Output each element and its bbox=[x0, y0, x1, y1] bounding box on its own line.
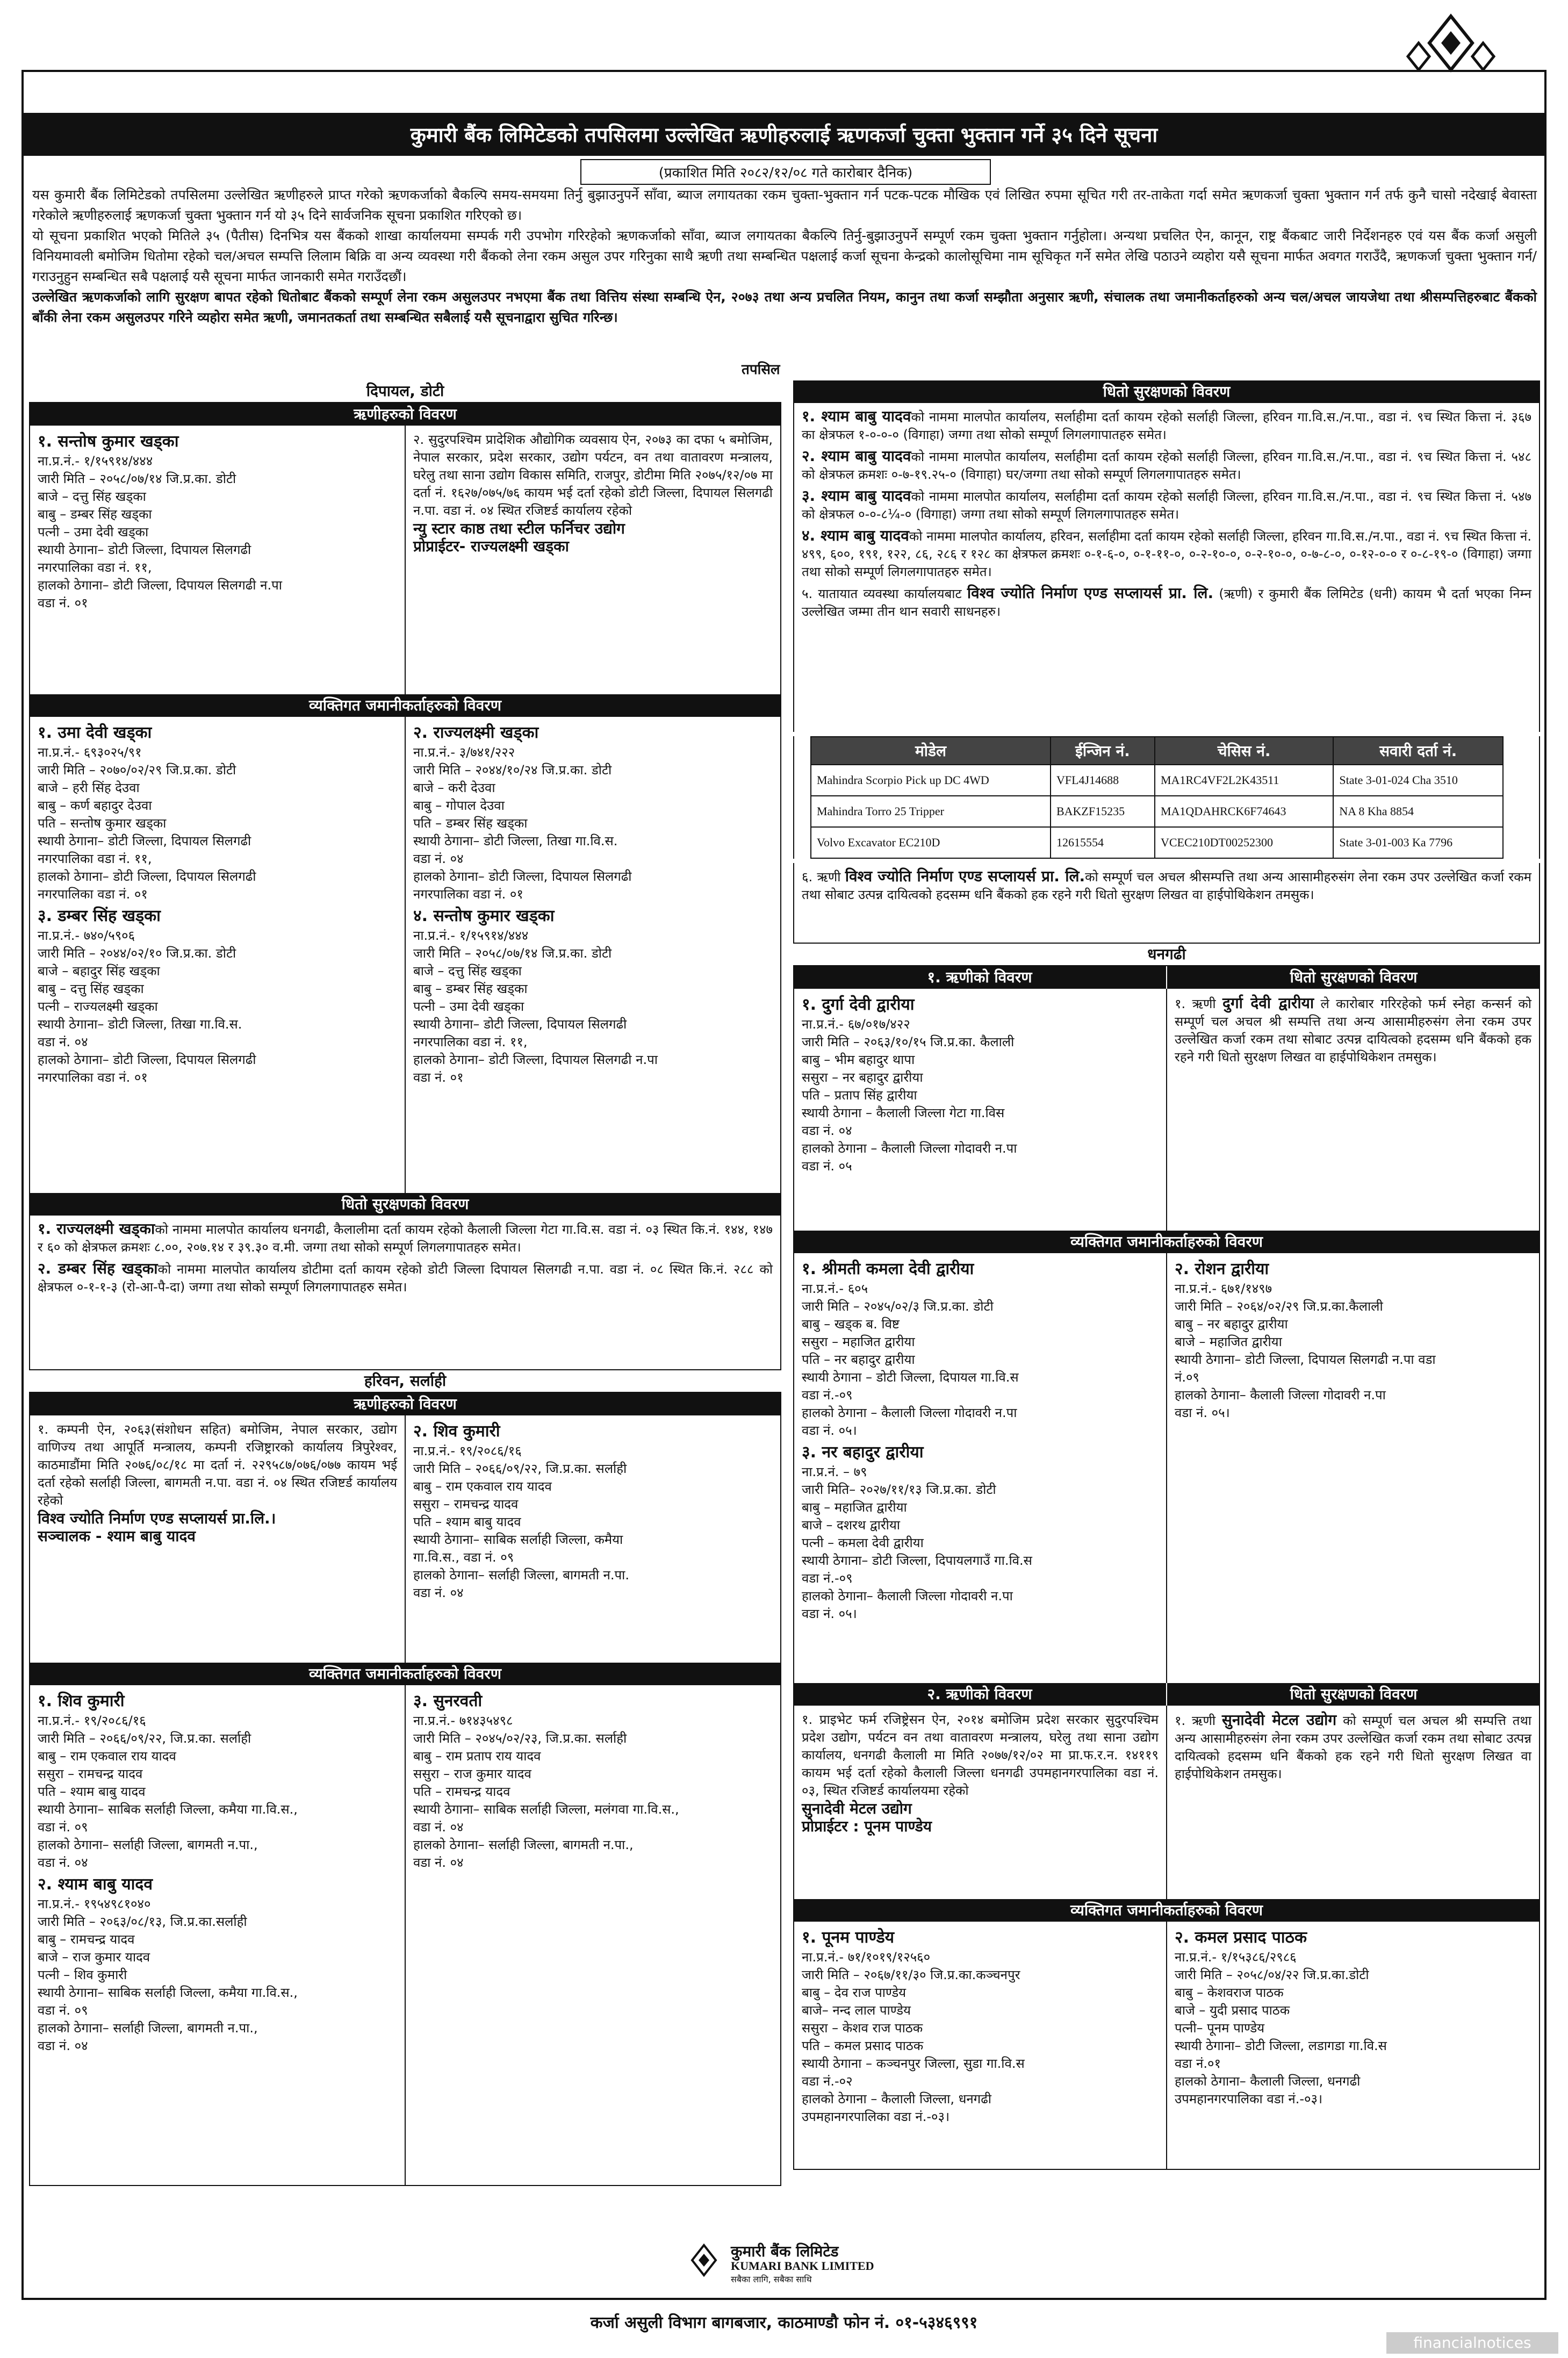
detail-line: जारी मिति – २०५८/०४/२२ जि.प्र.का.डोटी bbox=[1175, 1967, 1369, 1982]
detail-line: स्थायी ठेगाना– डोटी जिल्ला, दिपायलगाउँ गा.वि.स bbox=[802, 1553, 1032, 1568]
guarantor-name: २. कमल प्रसाद पाठक bbox=[1175, 1928, 1307, 1947]
detail-line: हालको ठेगाना– डोटी जिल्ला, दिपायल सिलगढी न.पा bbox=[38, 578, 282, 593]
harion-guarantors bbox=[29, 1685, 781, 2186]
collateral-owner: ३. श्याम बाबु यादव bbox=[802, 487, 911, 505]
detail-line: ना.प्र.नं.- १/१५३८६/२९८६ bbox=[1175, 1950, 1297, 1965]
collateral-card bbox=[1166, 989, 1539, 1231]
detail-line: जारी मिति – २०४४/०२/१० जि.प्र.का. डोटी bbox=[38, 946, 236, 961]
guarantor-name: १. शिव कुमारी bbox=[38, 1692, 125, 1710]
section-dhangadhi: धनगढी bbox=[793, 944, 1540, 966]
col-header: ईन्जिन नं. bbox=[1051, 737, 1155, 765]
dhangadhi-s1 bbox=[793, 989, 1540, 1231]
collateral-band: धितो सुरक्षणको विवरण bbox=[1166, 966, 1540, 989]
col-header: चेसिस नं. bbox=[1155, 737, 1333, 765]
guarantor-name: १. पूनम पाण्डेय bbox=[802, 1928, 895, 1947]
collateral-prefix: १. ऋणी bbox=[1175, 996, 1216, 1011]
dhangadhi-s1-bands bbox=[793, 966, 1540, 989]
detail-line: ना.प्र.नं.- ६०५ bbox=[802, 1281, 868, 1296]
detail-line: हालको ठेगाना– डोटी जिल्ला, दिपायल सिलगढी न.पा bbox=[413, 1052, 658, 1067]
detail-line: बाबु – राम प्रताप राय यादव bbox=[413, 1749, 541, 1764]
section-harion: हरिवन, सर्लाही bbox=[29, 1370, 781, 1393]
detail-line: बाजे – दत्तु सिंह खड्का bbox=[413, 964, 522, 979]
detail-line: स्थायी ठेगाना– साबिक सर्लाही जिल्ला, कमैया गा.वि.स., bbox=[38, 1985, 298, 2000]
detail-line: बाजे – महाजित द्वारीया bbox=[1175, 1334, 1282, 1349]
table-cell: NA 8 Kha 8854 bbox=[1333, 796, 1503, 827]
table-cell: State 3-01-003 Ka 7796 bbox=[1333, 827, 1503, 858]
detail-line: पत्नी – कमला देवी द्वारीया bbox=[802, 1535, 924, 1550]
detail-line: बाबु – कर्ण बहादुर देउवा bbox=[38, 798, 152, 813]
guarantor-column bbox=[405, 717, 780, 1193]
detail-line: बाजे – दत्तु सिंह खड्का bbox=[38, 489, 146, 504]
left-column bbox=[29, 380, 781, 2186]
detail-line: बाबु – रामचन्द्र यादव bbox=[38, 1932, 135, 1947]
detail-line: पति – रामचन्द्र यादव bbox=[413, 1784, 510, 1799]
detail-line: स्थायी ठेगाना– साबिक सर्लाही जिल्ला, कमैया bbox=[413, 1532, 623, 1547]
intro-paragraph-1: यस कुमारी बैंक लिमिटेडको तपसिलमा उल्लेखित ऋणीहरुले प्राप्त गरेको ऋणकर्जाको बैकल्पि समय-समयमा तिर्नु बुझाउनुपर्ने साँवा, ब्याज लगायतका रकम चुक्ता-भुक्तान गर्न पटक-पटक मौखिक एवं लिखित रुपमा सूचित गरी तर-ताकेता गर्दा समेत ऋणकर्जा चुक्ता भुक्तान गर्न तर्फ कुनै चासो नदेखाई बेवास्ता गरेकोले ऋणीहरुलाई ऋणकर्जा चुक्ता भुक्तान गर्न यो ३५ दिने सार्वजनिक सूचना प्रकाशित गरिएको छ। bbox=[32, 187, 1537, 223]
borrowers-band: ऋणीहरुको विवरण bbox=[29, 403, 781, 426]
guarantor-name: ३. डम्बर सिंह खड्का bbox=[38, 907, 161, 925]
detail-line: स्थायी ठेगाना– डोटी जिल्ला, तिखा गा.वि.स. bbox=[38, 1017, 242, 1032]
section-dipayal: दिपायल, डोटी bbox=[29, 380, 781, 403]
footer-logo bbox=[682, 2241, 897, 2284]
collateral-text: को नाममा मालपोत कार्यालय, सर्लाहीमा दर्ता कायम रहेको सर्लाही जिल्ला, हरिवन गा.वि.स./न.पा., वडा नं. ९च स्थित कित्ता नं. ५४८ को क्षेत्रफल क्रमशः ०-७-१९.२५-० (विगाहा) घर/जग्गा तथा सोको सम्पूर्ण लिगलगापातहरु समेत। bbox=[802, 449, 1531, 482]
table-cell: Volvo Excavator EC210D bbox=[811, 827, 1051, 858]
borrower-firm-card bbox=[794, 1706, 1166, 1899]
firm-proprietor: प्रोप्राईटर- राज्यलक्ष्मी खड्का bbox=[413, 537, 569, 555]
detail-line: स्थायी ठेगाना– साबिक सर्लाही जिल्ला, मलंगवा गा.वि.स., bbox=[413, 1802, 679, 1817]
collateral-text: को नाममा मालपोत कार्यालय धनगढी, कैलालीमा दर्ता कायम रहेको कैलाली जिल्ला गेटा गा.वि.स. वडा नं. ०३ स्थित कि.नं. १४४, १४७ र ६० को क्षेत्रफल क्रमशः ८.००, २०७.१४ र ३९.३० व.मी. जग्गा तथा सोको सम्पूर्ण लिगलगापातहरु समेत। bbox=[38, 1222, 773, 1255]
collateral-band: धितो सुरक्षणको विवरण bbox=[793, 380, 1540, 403]
borrower-firm-card bbox=[405, 426, 780, 694]
detail-line: ससुरा – महाजित द्वारीया bbox=[802, 1334, 915, 1349]
detail-line: नगरपालिका वडा नं. ११, bbox=[38, 560, 152, 575]
item6 bbox=[793, 863, 1540, 944]
detail-line: वडा नं. ०५। bbox=[1175, 1405, 1230, 1420]
detail-line: ना.प्र.नं. – ७९ bbox=[802, 1464, 867, 1479]
detail-line: बाजे – बहादुर सिंह खड्का bbox=[38, 964, 160, 979]
guarantor-column bbox=[30, 717, 405, 1193]
firm-description: २. सुदुरपश्चिम प्रादेशिक औद्योगिक व्यवसाय ऐन, २०७३ का दफा ५ बमोजिम, नेपाल सरकार, प्रदेश सरकार, उद्योग पर्यटन, वन तथा वातावरण मन्त्रालय, घरेलु तथा साना उद्योग विकास समिति, राजपुर, डोटीमा मिति २०७५/१२/०७ मा दर्ता नं. १६२७/०७५/७६ कायम भई दर्ता रहेको डोटी जिल्ला, दिपायल सिलगढी न.पा. वडा नं. ०४ स्थित रजिष्टर्ड कार्यालय रहेको bbox=[413, 432, 773, 518]
detail-line: जारी मिति – २०५८/०७/१४ जि.प्र.का. डोटी bbox=[38, 471, 236, 486]
item5-firm: विश्व ज्योति निर्माण एण्ड सप्लायर्स प्रा. लि. bbox=[967, 584, 1214, 602]
table-row bbox=[811, 827, 1503, 858]
item5-text: (ऋणी) र कुमारी बैंक लिमिटेड (धनी) कायम भै दर्ता भएका निम्न उल्लेखित जम्मा तीन थान सवारी साधनहरु। bbox=[802, 586, 1531, 619]
guarantor-column bbox=[794, 1922, 1166, 2169]
guarantor-column bbox=[30, 1685, 405, 2185]
table-row bbox=[811, 796, 1503, 827]
borrower-name: २. शिव कुमारी bbox=[413, 1422, 500, 1441]
detail-line: हालको ठेगाना– कैलाली जिल्ला गोदावरी न.पा bbox=[1175, 1388, 1386, 1403]
detail-line: हालको ठेगाना– सर्लाही जिल्ला, बागमती न.पा., bbox=[38, 2021, 258, 2036]
dhangadhi-s2 bbox=[793, 1706, 1540, 1899]
detail-line: स्थायी ठेगाना – कञ्चनपुर जिल्ला, सुडा गा.वि.स bbox=[802, 2056, 1025, 2071]
detail-line: वडा नं.-०९ bbox=[802, 1571, 853, 1586]
detail-line: जारी मिति – २०५८/०७/१४ जि.प्र.का. डोटी bbox=[413, 946, 612, 961]
detail-line: पत्नी – राज्यलक्ष्मी खड्का bbox=[38, 999, 158, 1014]
detail-line: पत्नी – उमा देवी खड्का bbox=[413, 999, 524, 1014]
guarantor-column bbox=[405, 1685, 780, 2185]
detail-line: बाबु – डम्बर सिंह खड्का bbox=[413, 981, 528, 996]
detail-line: उपमहानगरपालिका वडा नं.-०३। bbox=[802, 2109, 950, 2124]
detail-line: जारी मिति – २०६३/०८/१३, जि.प्र.का.सर्लाही bbox=[38, 1914, 247, 1929]
borrower-card bbox=[794, 989, 1166, 1231]
watermark: financialnotices bbox=[1386, 2332, 1558, 2354]
detail-line: स्थायी ठेगाना– डोटी जिल्ला, दिपायल सिलगढी bbox=[413, 1017, 627, 1032]
guarantor-name: ३. सुनरवती bbox=[413, 1692, 483, 1710]
notice-title: कुमारी बैंक लिमिटेडको तपसिलमा उल्लेखित ऋणीहरुलाई ऋणकर्जा चुक्ता भुक्तान गर्ने ३५ दिने सूचना bbox=[21, 113, 1547, 156]
detail-line: जारी मिति – २०६४/०२/२९ जि.प्र.का.कैलाली bbox=[1175, 1299, 1383, 1314]
detail-line: पति – नर बहादुर द्वारीया bbox=[802, 1352, 915, 1367]
guarantor-name: ४. सन्तोष कुमार खड्का bbox=[413, 907, 555, 925]
intro-paragraph-3: उल्लेखित ऋणकर्जाको लागि सुरक्षण बापत रहेको धितोबाट बैंकको सम्पूर्ण लेना रकम असुलउपर नभएमा बैंक तथा वित्तिय संस्था सम्बन्धि ऐन, २०७३ तथा अन्य प्रचलित नियम, कानुन तथा कर्जा सम्झौता अनुसार ऋणी, संचालक तथा जमानीकर्ताहरुको अन्य चल/अचल जायजेथा तथा श्रीसम्पत्तिहरुबाट बैंकको बाँकी लेना रकम असुलउपर गरिने व्यहोरा समेत ऋणी, जमानतकर्ता तथा सम्बन्धित सबैलाई यसै सूचनाद्वारा सुचित गरिन्छ। bbox=[32, 289, 1537, 325]
table-row bbox=[811, 765, 1503, 796]
dipayal-borrowers bbox=[29, 426, 781, 694]
detail-line: नं.०९ bbox=[1175, 1370, 1199, 1385]
detail-line: पत्नी – उमा देवी खड्का bbox=[38, 524, 149, 540]
table-cell: MA1RC4VF2L2K43511 bbox=[1155, 765, 1333, 796]
detail-line: बाबु – राम एकवाल राय यादव bbox=[413, 1479, 552, 1494]
guarantors-band: व्यक्तिगत जमानीकर्ताहरुको विवरण bbox=[793, 1899, 1540, 1922]
detail-line: पति – डम्बर सिंह खड्का bbox=[413, 816, 528, 831]
harion-collateral bbox=[793, 403, 1540, 732]
collateral-owner: सुनादेवी मेटल उद्योग bbox=[1221, 1711, 1337, 1729]
guarantor-column bbox=[1166, 1922, 1539, 2169]
detail-line: हालको ठेगाना – कैलाली जिल्ला गोदावरी न.पा bbox=[802, 1141, 1017, 1156]
detail-line: पति – कमल प्रसाद पाठक bbox=[802, 2038, 924, 2053]
collateral-text: को सम्पूर्ण चल अचल श्री सम्पत्ति तथा अन्य आसामीहरुसंग लेना रकम उपर उल्लेखित कर्जा रकम तथा सोबाट उत्पन्न दायित्वको हदसम्म धनि बैंकको हक रहने गरी धितो सुरक्षण लिखत वा हाईपोथिकेशन तमसुक। bbox=[1175, 1713, 1531, 1781]
col-header: मोडेल bbox=[811, 737, 1051, 765]
firm-name: न्यु स्टार काष्ठ तथा स्टील फर्निचर उद्योग bbox=[413, 520, 625, 537]
detail-line: बाजे – युदी प्रसाद पाठक bbox=[1175, 2003, 1290, 2018]
detail-line: हालको ठेगाना– सर्लाही जिल्ला, बागमती न.पा., bbox=[413, 1837, 634, 1852]
detail-line: वडा नं. ०४ bbox=[413, 1585, 464, 1600]
guarantor-name: २. श्याम बाबु यादव bbox=[38, 1875, 153, 1894]
detail-line: वडा नं. ०५ bbox=[802, 1159, 852, 1174]
detail-line: वडा नं.-०२ bbox=[802, 2074, 853, 2089]
collateral-prefix: १. ऋणी bbox=[1175, 1713, 1216, 1728]
kumari-bank-logo-icon bbox=[682, 2241, 725, 2284]
borrower-band: २. ऋणीको विवरण bbox=[793, 1683, 1166, 1706]
detail-line: वडा नं.०१ bbox=[1175, 2056, 1221, 2071]
borrower-card bbox=[30, 426, 405, 694]
detail-line: हालको ठेगाना – कैलाली जिल्ला गोदावरी न.पा bbox=[802, 1405, 1017, 1420]
dhangadhi-guarantors-2 bbox=[793, 1922, 1540, 2170]
collateral-text: को नाममा मालपोत कार्यालय, सर्लाहीमा दर्ता कायम रहेको सर्लाही जिल्ला, हरिवन गा.वि.स./न.पा., वडा नं. ९च स्थित कित्ता नं. ३६७ का क्षेत्रफल १-०-०-० (विगाहा) जग्गा तथा सोको सम्पूर्ण लिगलगापातहरु समेत। bbox=[802, 409, 1531, 442]
detail-line: वडा नं. ०४ bbox=[38, 1855, 88, 1870]
item6-prefix: ६. ऋणी bbox=[802, 869, 841, 885]
intro-paragraph-2: यो सूचना प्रकाशित भएको मितिले ३५ (पैतीस) दिनभित्र यस बैंकको शाखा कार्यालयमा सम्पर्क गरी उपभोग गरिरहेको ऋणकर्जाको साँवा, ब्याज लगायतका बैकल्पि तिर्नु-बुझाउनुपर्ने सम्पूर्ण रकम चुक्ता भुक्तान गर्नुहोला। अन्यथा प्रचलित ऐन, कानून, राष्ट्र बैंकबाट जारी निर्देशनहरु एवं यस बैंक कर्जा असुली विनियमावली बमोजिम धितोमा रहेको चल/अचल सम्पत्ति लिलाम बिक्रि वा अन्य व्यवस्था गरी बैंकको लेना रकम असुल उपर गरिनुका साथै ऋणी तथा सम्बन्धित पक्षलाई कर्जा सूचना केन्द्रको कालोसूचिमा नाम सूचिकृत गर्ने समेत लेखि पठाउने व्यहोरा यसै सूचना मार्फत अवगत गराउँदै, ऋणकर्जा चुक्ता भुक्तान गर्न/गराउनुहुन सम्बन्धित सबै पक्षलाई यसै सूचना मार्फत जानकारी समेत गराउँदछौं। bbox=[32, 228, 1537, 284]
detail-line: वडा नं. ०५। bbox=[802, 1423, 857, 1438]
detail-line: ससुरा – राज कुमार यादव bbox=[413, 1766, 531, 1781]
detail-line: जारी मिति– २०२७/११/१३ जि.प्र.का. डोटी bbox=[802, 1482, 996, 1497]
detail-line: जारी मिति – २०४५/०२/२३, जि.प्र.का. सर्लाही bbox=[413, 1731, 627, 1746]
collateral-owner: दुर्गा देवी द्वारीया bbox=[1222, 994, 1314, 1012]
guarantors-band: व्यक्तिगत जमानीकर्ताहरुको विवरण bbox=[793, 1231, 1540, 1253]
detail-line: ना.प्र.नं.- १९/२०८६/१६ bbox=[413, 1443, 522, 1458]
detail-line: गा.वि.स., वडा नं. ०९ bbox=[413, 1550, 514, 1565]
detail-line: वडा नं. ०४ bbox=[413, 851, 464, 866]
detail-line: बाबु – केशवराज पाठक bbox=[1175, 1985, 1284, 2000]
detail-line: जारी मिति – २०६६/०९/२२, जि.प्र.का. सर्लाही bbox=[413, 1461, 627, 1476]
detail-line: ससुरा – रामचन्द्र यादव bbox=[38, 1766, 143, 1781]
firm-description: १. प्राइभेट फर्म रजिष्ट्रेसन ऐन, २०१४ बमोजिम प्रदेश सरकार सुदुरपश्चिम प्रदेश उद्योग, पर्यटन वन तथा वातावरण मन्त्रालय, घरेलु तथा साना उद्योग कार्यालय, धनगढी कैलाली मा मिति २०७७/१२/०२ मा प्रा.फ.र.न. १४११९ कायम भई दर्ता रहेको कैलाली जिल्ला धनगढी उपमहानगरपालिका वडा नं. ०३, स्थित रजिष्टर्ड कार्यालयमा रहेको bbox=[802, 1712, 1159, 1798]
detail-line: ना.प्र.नं.- ७१४३५४९८ bbox=[413, 1713, 513, 1728]
detail-line: ना.प्र.नं.- ३/७४१/२२२ bbox=[413, 745, 515, 760]
detail-line: ना.प्र.नं.- १९/२०८६/१६ bbox=[38, 1713, 146, 1728]
detail-line: स्थायी ठेगाना– साबिक सर्लाही जिल्ला, कमैया गा.वि.स., bbox=[38, 1802, 298, 1817]
detail-line: ना.प्र.नं.- ६७/०१७/४२२ bbox=[802, 1017, 910, 1032]
detail-line: वडा नं.-०९ bbox=[802, 1388, 853, 1403]
footer-bank-name-en: KUMARI BANK LIMITED bbox=[731, 2259, 874, 2273]
detail-line: ना.प्र.नं.- ६९३०२५/९१ bbox=[38, 745, 142, 760]
detail-line: हालको ठेगाना – कैलाली जिल्ला, धनगढी bbox=[802, 2091, 991, 2107]
detail-line: वडा नं. ०१ bbox=[413, 1070, 464, 1085]
detail-line: नगरपालिका वडा नं. ११, bbox=[413, 1034, 528, 1049]
harion-borrowers bbox=[29, 1415, 781, 1663]
detail-line: बाबु – देव राज पाण्डेय bbox=[802, 1985, 907, 2000]
detail-line: बाबु – गोपाल देउवा bbox=[413, 798, 505, 813]
collateral-text: ले कारोबार गरिरहेको फर्म स्नेहा कन्सर्न को सम्पूर्ण चल अचल श्री सम्पत्ति तथा अन्य आसामीहरुसंग लेना रकम उपर उल्लेखित कर्जा रकम तथा सोबाट उत्पन्न दायित्वको हदसम्म धनि बैंकको हक रहने गरी धितो सुरक्षण लिखत वा हाईपोथिकेशन तमसुक। bbox=[1175, 996, 1531, 1065]
detail-line: ना.प्र.नं.- ६७१/१४९७ bbox=[1175, 1281, 1272, 1296]
guarantor-name: १. उमा देवी खड्का bbox=[38, 723, 152, 742]
collateral-text: को नाममा मालपोत कार्यालय, हरिवन, सर्लाहीमा दर्ता कायम रहेको सर्लाही जिल्ला, हरिवन गा.वि.स./न.पा., वडा नं. ९च स्थित कित्ता नं. ४९९, ६००, १९१, १२२, ८६, २८६ र १२८ का क्षेत्रफल क्रमशः ०-१-६-०, ०-१-११-०, ०-२-१०-०, ०-२-१०-०, ०-७-८-०, ०-१२-०-० र ०-८-१९-० (विगाहा) जग्गा तथा सोको सम्पूर्ण लिगलगापातहरु समेत। bbox=[802, 529, 1531, 579]
detail-line: बाजे – राज कुमार यादव bbox=[38, 1950, 150, 1965]
detail-line: वडा नं. ०४ bbox=[38, 1034, 88, 1049]
borrower-firm-card bbox=[30, 1415, 405, 1663]
detail-line: स्थायी ठेगाना– डोटी जिल्ला, दिपायल सिलगढी bbox=[38, 542, 251, 557]
detail-line: बाजे – हरी सिंह देउवा bbox=[38, 780, 140, 795]
detail-line: ना.प्र.नं.- ७४०/५९०६ bbox=[38, 928, 135, 943]
detail-line: वडा नं. ०१ bbox=[38, 595, 88, 610]
dipayal-collateral bbox=[29, 1216, 781, 1370]
detail-line: बाजे – दशरथ द्वारीया bbox=[802, 1518, 901, 1533]
collateral-card bbox=[1166, 1706, 1539, 1899]
firm-director: सञ्चालक - श्याम बाबु यादव bbox=[38, 1527, 196, 1545]
table-cell: VCEC210DT00252300 bbox=[1155, 827, 1333, 858]
detail-line: वडा नं. ०५। bbox=[802, 1606, 857, 1621]
detail-line: ना.प्र.नं.- १/१५९१४/४४४ bbox=[38, 454, 153, 469]
detail-line: हालको ठेगाना– कैलाली जिल्ला गोदावरी न.पा bbox=[802, 1588, 1013, 1604]
dhangadhi-s2-bands bbox=[793, 1683, 1540, 1706]
detail-line: हालको ठेगाना– सर्लाही जिल्ला, बागमती न.पा. bbox=[413, 1568, 629, 1583]
dipayal-guarantors bbox=[29, 717, 781, 1193]
detail-line: नगरपालिका वडा नं. ११, bbox=[38, 851, 152, 866]
guarantors-band: व्यक्तिगत जमानीकर्ताहरुको विवरण bbox=[29, 1663, 781, 1685]
detail-line: बाजे– नन्द लाल पाण्डेय bbox=[802, 2003, 911, 2018]
borrower-card bbox=[405, 1415, 780, 1663]
collateral-owner: २. डम्बर सिंह खड्का bbox=[38, 1260, 158, 1277]
firm-name: सुनादेवी मेटल उद्योग bbox=[802, 1800, 912, 1817]
detail-line: हालको ठेगाना– डोटी जिल्ला, दिपायल सिलगढी bbox=[38, 1052, 256, 1067]
collateral-text: को नाममा मालपोत कार्यालय डोटीमा दर्ता कायम रहेको डोटी जिल्ला दिपायल सिलगढी न.पा. वडा नं. ०८ स्थित कि.नं. २८८ को क्षेत्रफल ०-१-१-३ (रो-आ-पै-दा) जग्गा तथा सोको सम्पूर्ण लिगलगापातहरु समेत। bbox=[38, 1262, 773, 1295]
detail-line: वडा नं. ०९ bbox=[38, 1820, 88, 1835]
detail-line: स्थायी ठेगाना– डोटी जिल्ला, लडागडा गा.वि.स bbox=[1175, 2038, 1387, 2053]
guarantor-column bbox=[794, 1253, 1166, 1683]
footer-tagline: सबैका लागि, सबैका साथि bbox=[731, 2274, 812, 2284]
right-column bbox=[793, 380, 1540, 2170]
firm-proprietor: प्रोप्राईटर : पूनम पाण्डेय bbox=[802, 1817, 932, 1835]
detail-line: नगरपालिका वडा नं. ०१ bbox=[38, 887, 148, 902]
detail-line: स्थायी ठेगाना– डोटी जिल्ला, तिखा गा.वि.स. bbox=[413, 833, 618, 849]
detail-line: जारी मिति – २०४४/१०/२४ जि.प्र.का. डोटी bbox=[413, 763, 612, 778]
detail-line: वडा नं. ०४ bbox=[413, 1855, 464, 1870]
detail-line: बाबु – महाजित द्वारीया bbox=[802, 1500, 907, 1515]
detail-line: बाबु – नर बहादुर द्वारीया bbox=[1175, 1317, 1288, 1332]
footer-contact: कर्जा असुली विभाग बागबजार, काठमाण्डौ फोन नं. ०१-५३४६९९१ bbox=[590, 2313, 978, 2332]
detail-line: वडा नं. ०४ bbox=[802, 1123, 852, 1138]
detail-line: ससुरा – केशव राज पाठक bbox=[802, 2021, 923, 2036]
detail-line: बाबु – खड्क ब. विष्ट bbox=[802, 1317, 900, 1332]
detail-line: नगरपालिका वडा नं. ०१ bbox=[38, 1070, 148, 1085]
detail-line: उपमहानगरपालिका वडा नं.-०३। bbox=[1175, 2091, 1323, 2107]
vehicle-table-wrap bbox=[793, 736, 1540, 859]
detail-line: पति – सन्तोष कुमार खड्का bbox=[38, 816, 167, 831]
item6-text: को सम्पूर्ण चल अचल श्रीसम्पत्ति तथा अन्य आसामीहरुसंग लेना रकम उपर उल्लेखित कर्जा रकम तथा सोबाट उत्पन्न दायित्वको हदसम्म धनि बैंकको हक रहने गरी धितो सुरक्षण लिखत वा हाईपोथिकेशन तमसुक। bbox=[802, 869, 1531, 902]
collateral-owner: १. राज्यलक्ष्मी खड्का bbox=[38, 1220, 155, 1238]
detail-line: जारी मिति – २०७०/०२/२९ जि.प्र.का. डोटी bbox=[38, 763, 236, 778]
detail-line: बाबु – डम्बर सिंह खड्का bbox=[38, 507, 152, 522]
guarantor-name: १. श्रीमती कमला देवी द्वारीया bbox=[802, 1260, 974, 1278]
collateral-text: को नाममा मालपोत कार्यालय, सर्लाहीमा दर्ता कायम रहेको सर्लाही जिल्ला, हरिवन गा.वि.स./न.पा., वडा नं. ९च स्थित कित्ता नं. ५४७ को क्षेत्रफल ०-०-८¹⁄₄-० (विगाहा) जग्गा तथा सोको सम्पूर्ण लिगलगापातहरु समेत। bbox=[802, 489, 1531, 522]
guarantor-name: २. राज्यलक्ष्मी खड्का bbox=[413, 723, 539, 742]
dhangadhi-guarantors bbox=[793, 1253, 1540, 1683]
collateral-owner: १. श्याम बाबु यादव bbox=[802, 407, 911, 425]
detail-line: हालको ठेगाना– डोटी जिल्ला, दिपायल सिलगढी bbox=[413, 869, 632, 884]
table-cell: BAKZF15235 bbox=[1051, 796, 1155, 827]
detail-line: हालको ठेगाना– सर्लाही जिल्ला, बागमती न.पा., bbox=[38, 1837, 258, 1852]
guarantor-name: २. रोशन द्वारीया bbox=[1175, 1260, 1269, 1278]
detail-line: ना.प्र.नं.- १/१५९१४/४४४ bbox=[413, 928, 529, 943]
detail-line: जारी मिति – २०६७/११/३० जि.प्र.का.कञ्चनपुर bbox=[802, 1967, 1020, 1982]
detail-line: ससुरा – रामचन्द्र यादव bbox=[413, 1497, 519, 1512]
detail-line: नगरपालिका वडा नं. ०१ bbox=[413, 887, 523, 902]
borrower-name: १. सन्तोष कुमार खड्का bbox=[38, 432, 179, 451]
table-cell: State 3-01-024 Cha 3510 bbox=[1333, 765, 1503, 796]
table-cell: Mahindra Torro 25 Tripper bbox=[811, 796, 1051, 827]
detail-line: पति – प्रताप सिंह द्वारीया bbox=[802, 1088, 917, 1103]
table-cell: MA1QDAHRCK6F74643 bbox=[1155, 796, 1333, 827]
col-header: सवारी दर्ता नं. bbox=[1333, 737, 1503, 765]
footer-bank-name-np: कुमारी बैंक लिमिटेड bbox=[731, 2242, 839, 2260]
detail-line: बाबु – राम एकवाल राय यादव bbox=[38, 1749, 176, 1764]
collateral-band: धितो सुरक्षणको विवरण bbox=[29, 1193, 781, 1216]
detail-line: स्थायी ठेगाना – डोटी जिल्ला, दिपायल गा.वि.स bbox=[802, 1370, 1019, 1385]
detail-line: बाबु – भीम बहादुर थापा bbox=[802, 1052, 915, 1067]
detail-line: बाबु – दत्तु सिंह खड्का bbox=[38, 981, 144, 996]
tapasil-heading: तपसिल bbox=[742, 362, 780, 378]
detail-line: वडा नं. ०४ bbox=[413, 1820, 464, 1835]
detail-line: जारी मिति – २०४५/०२/३ जि.प्र.का. डोटी bbox=[802, 1299, 994, 1314]
collateral-band: धितो सुरक्षणको विवरण bbox=[1166, 1683, 1540, 1706]
detail-line: पति – श्याम बाबु यादव bbox=[413, 1514, 521, 1529]
table-cell: Mahindra Scorpio Pick up DC 4WD bbox=[811, 765, 1051, 796]
borrower-band: १. ऋणीको विवरण bbox=[793, 966, 1166, 989]
detail-line: हालको ठेगाना– कैलाली जिल्ला, धनगढी bbox=[1175, 2074, 1361, 2089]
item5-prefix: ५. यातायात व्यवस्था कार्यालयबाट bbox=[802, 586, 962, 601]
collateral-owner: २. श्याम बाबु यादव bbox=[802, 447, 911, 465]
publication-date: (प्रकाशित मिति २०८२/१२/०८ गते कारोबार दैनिक) bbox=[580, 159, 991, 185]
detail-line: हालको ठेगाना– डोटी जिल्ला, दिपायल सिलगढी bbox=[38, 869, 256, 884]
firm-description: १. कम्पनी ऐन, २०६३(संशोधन सहित) बमोजिम, नेपाल सरकार, उद्योग वाणिज्य तथा आपूर्ति मन्त्रालय, कम्पनी रजिष्ट्रारको कार्यालय त्रिपुरेश्वर, काठमाडौंमा मिति २०७६/०८/१८ मा दर्ता नं. २२९५८७/०७६/०७७ कायम भई दर्ता रहेको सर्लाही जिल्ला, बागमती न.पा. वडा नं. ०४ स्थित रजिष्टर्ड कार्यालय रहेको bbox=[38, 1422, 397, 1508]
detail-line: बाजे – करी देउवा bbox=[413, 780, 495, 795]
detail-line: ना.प्र.नं.- ७१/१०१९/१२५६० bbox=[802, 1950, 931, 1965]
detail-line: पति – श्याम बाबु यादव bbox=[38, 1784, 146, 1799]
detail-line: स्थायी ठेगाना– डोटी जिल्ला, दिपायल सिलगढी न.पा वडा bbox=[1175, 1352, 1436, 1367]
vehicle-table bbox=[810, 736, 1504, 859]
detail-line: वडा नं. ०४ bbox=[38, 2038, 88, 2053]
borrower-name: १. दुर्गा देवी द्वारीया bbox=[802, 995, 915, 1014]
notice-intro bbox=[32, 185, 1537, 328]
detail-line: पत्नी – शिव कुमारी bbox=[38, 1967, 127, 1982]
guarantor-column bbox=[1166, 1253, 1539, 1683]
detail-line: जारी मिति – २०६६/०९/२२, जि.प्र.का. सर्लाही bbox=[38, 1731, 251, 1746]
guarantors-band: व्यक्तिगत जमानीकर्ताहरुको विवरण bbox=[29, 694, 781, 717]
item6-firm: विश्व ज्योति निर्माण एण्ड सप्लायर्स प्रा. लि. bbox=[845, 867, 1085, 885]
detail-line: स्थायी ठेगाना – कैलाली जिल्ला गेटा गा.विस bbox=[802, 1105, 1005, 1120]
guarantor-name: ३. नर बहादुर द्वारीया bbox=[802, 1443, 924, 1462]
firm-name: विश्व ज्योति निर्माण एण्ड सप्लायर्स प्रा.लि.। bbox=[38, 1509, 276, 1527]
borrowers-band: ऋणीहरुको विवरण bbox=[29, 1393, 781, 1415]
detail-line: वडा नं. ०९ bbox=[38, 2003, 88, 2018]
detail-line: पत्नी– पूनम पाण्डेय bbox=[1175, 2021, 1265, 2036]
detail-line: ना.प्र.नं.- १९५४९८१०४० bbox=[38, 1896, 151, 1911]
detail-line: ससुरा – नर बहादुर द्वारीया bbox=[802, 1070, 923, 1085]
detail-line: जारी मिति – २०६३/१०/१५ जि.प्र.का. कैलाली bbox=[802, 1034, 1015, 1049]
collateral-owner: ४. श्याम बाबु यादव bbox=[802, 527, 909, 544]
detail-line: स्थायी ठेगाना– डोटी जिल्ला, दिपायल सिलगढी bbox=[38, 833, 251, 849]
table-cell: 12615554 bbox=[1051, 827, 1155, 858]
table-cell: VFL4J14688 bbox=[1051, 765, 1155, 796]
